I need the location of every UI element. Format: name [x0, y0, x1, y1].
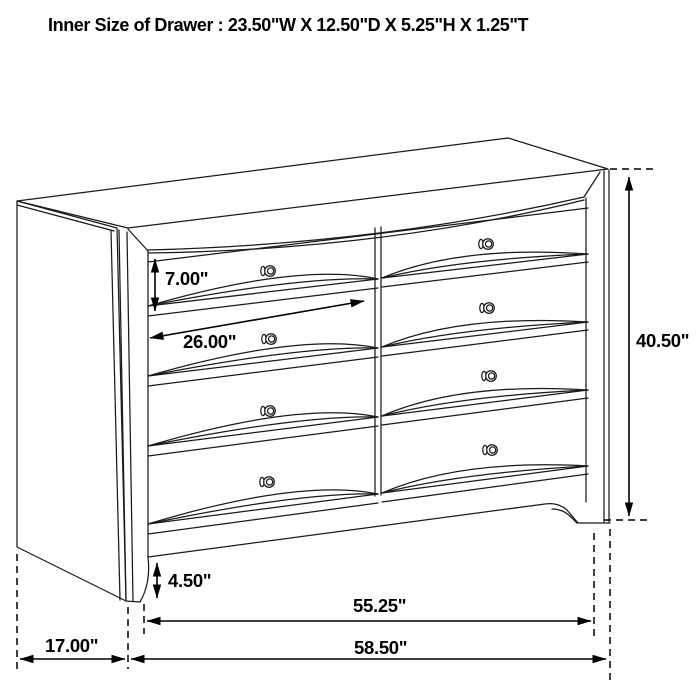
- dim-label-overall-width: 58.50": [354, 637, 408, 658]
- drawer-row-boundary: [148, 388, 588, 456]
- dim-label-overall-height: 40.50": [636, 330, 690, 351]
- drawer-knob: [261, 406, 276, 417]
- extension-lines: [17, 169, 657, 681]
- drawer-knob: [260, 477, 275, 488]
- drawer-knob: [261, 266, 276, 277]
- dim-label-base-height: 4.50": [168, 570, 212, 591]
- drawer-row-boundary: [148, 465, 588, 534]
- page-title: Inner Size of Drawer : 23.50"W X 12.50"D X 5.25"H X 1.25"T: [48, 15, 529, 35]
- drawer-knob: [262, 334, 277, 345]
- drawer-knob: [480, 303, 495, 314]
- dresser-line-drawing: [17, 138, 610, 602]
- left-foot: [140, 557, 149, 602]
- drawer-row-boundary: [148, 252, 588, 316]
- dim-label-drawer-width: 26.00": [183, 331, 237, 352]
- dim-label-front-width: 55.25": [353, 595, 407, 616]
- drawer-knob: [479, 239, 494, 250]
- drawer-knob: [483, 445, 498, 456]
- dim-label-depth: 17.00": [45, 635, 99, 656]
- dresser-side-panel: [17, 201, 126, 601]
- drawer-knob: [482, 371, 497, 382]
- dim-label-drawer-height: 7.00": [165, 268, 209, 289]
